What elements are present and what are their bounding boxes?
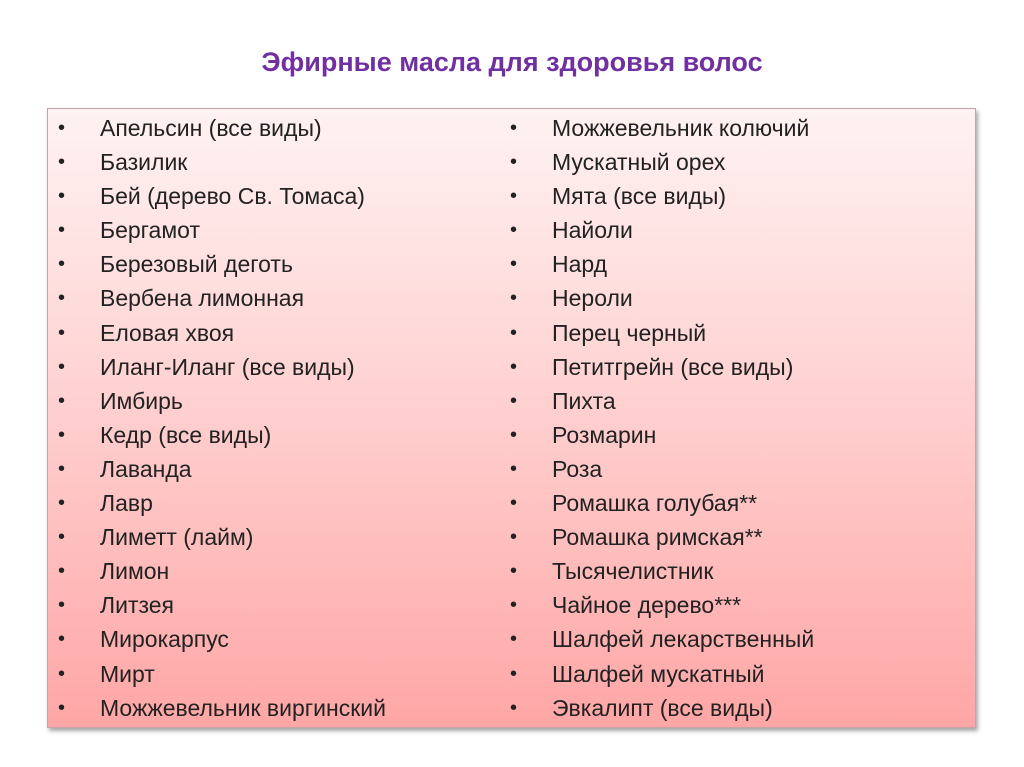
list-item [510,486,965,520]
list-item [58,145,498,179]
bullet-icon: • [510,321,518,344]
list-item [58,213,498,247]
oil-name: Шалфей мускатный [552,660,765,687]
oil-name: Мирокарпус [100,626,229,653]
list-item [510,520,965,554]
oil-name: Апельсин (все виды) [100,115,322,141]
oil-name: Роза [552,455,603,482]
oil-name: Вербена лимонная [100,285,305,312]
slide-title: Эфирные масла для здоровья волос [261,47,763,77]
list-item [510,316,965,350]
bullet-icon: • [58,457,66,480]
oil-name: Чайное дерево*** [552,592,742,619]
bullet-icon: • [510,628,518,651]
oil-name: Имбирь [100,387,183,414]
oil-name: Можжевельник виргинский [100,694,386,721]
oil-name: Найоли [552,217,633,244]
list-item [510,622,965,656]
list-item [510,111,965,145]
oil-name: Кедр (все виды) [100,421,272,448]
oil-name: Эвкалипт (все виды) [552,694,773,721]
bullet-icon: • [58,628,66,651]
oil-name: Лаванда [100,455,192,482]
bullet-icon: • [58,594,66,617]
oil-name: Ромашка римская** [552,524,763,551]
oil-name: Лимон [100,558,170,585]
bullet-icon: • [58,117,66,139]
bullet-icon: • [510,287,518,310]
bullet-icon: • [58,219,66,242]
bullet-icon: • [510,594,518,617]
bullet-icon: • [510,457,518,480]
bullet-icon: • [510,560,518,583]
list-item [58,554,498,588]
list-item [510,384,965,418]
list-item [58,350,498,384]
oil-name: Лавр [100,490,153,517]
right-column-list [510,111,965,725]
oil-name: Розмарин [552,421,657,448]
list-item [58,452,498,486]
bullet-icon: • [510,389,518,412]
list-item [58,247,498,281]
bullet-icon: • [510,526,518,549]
bullet-icon: • [58,253,66,276]
oil-name: Березовый деготь [100,251,293,278]
list-item [58,691,498,725]
bullet-icon: • [510,355,518,378]
list-item [510,691,965,725]
oil-name: Мускатный орех [552,149,726,176]
list-item [58,179,498,213]
list-item [510,350,965,384]
oil-name: Тысячелистник [552,558,714,585]
oil-name: Литзея [100,592,175,619]
bullet-icon: • [58,696,66,719]
list-item [510,657,965,691]
list-item [58,418,498,452]
list-item [510,452,965,486]
bullet-icon: • [510,151,518,174]
oil-name: Пихта [552,387,616,414]
oil-name: Бей (дерево Св. Томаса) [100,183,365,210]
oil-name: Мята (все виды) [552,183,727,210]
list-item [510,281,965,315]
bullet-icon: • [58,526,66,549]
list-item [58,111,498,145]
bullet-icon: • [58,355,66,378]
bullet-icon: • [510,662,518,685]
list-item [510,179,965,213]
left-column-list [58,111,498,725]
oil-name: Можжевельник колючий [552,115,810,141]
list-item [58,316,498,350]
list-item [58,588,498,622]
bullet-icon: • [510,253,518,276]
oil-name: Еловая хвоя [100,319,235,346]
oil-name: Петитгрейн (все виды) [552,353,794,380]
list-item [58,622,498,656]
bullet-icon: • [510,219,518,242]
bullet-icon: • [58,389,66,412]
oil-name: Ромашка голубая** [552,490,758,517]
bullet-icon: • [58,560,66,583]
oil-name: Нард [552,251,608,278]
list-item [510,554,965,588]
list-item [510,145,965,179]
bullet-icon: • [510,423,518,446]
list-item [58,520,498,554]
oil-name: Нероли [552,285,633,312]
bullet-icon: • [58,151,66,174]
bullet-icon: • [58,185,66,208]
oil-name: Лиметт (лайм) [100,524,254,551]
list-item [510,418,965,452]
bullet-icon: • [510,117,518,139]
list-item [58,384,498,418]
list-item [58,281,498,315]
oil-name: Базилик [100,149,188,176]
bullet-icon: • [58,287,66,310]
oil-name: Мирт [100,660,155,687]
bullet-icon: • [58,423,66,446]
list-item [510,588,965,622]
list-item [510,247,965,281]
bullet-icon: • [510,185,518,208]
list-item [58,486,498,520]
bullet-icon: • [510,492,518,515]
oil-name: Иланг-Иланг (все виды) [100,353,355,380]
list-item [58,657,498,691]
oil-name: Бергамот [100,217,200,244]
oil-name: Шалфей лекарственный [552,626,815,653]
bullet-icon: • [58,492,66,515]
oil-list-box [47,108,976,728]
bullet-icon: • [510,696,518,719]
oil-name: Перец черный [552,319,707,346]
bullet-icon: • [58,662,66,685]
list-item [510,213,965,247]
bullet-icon: • [58,321,66,344]
